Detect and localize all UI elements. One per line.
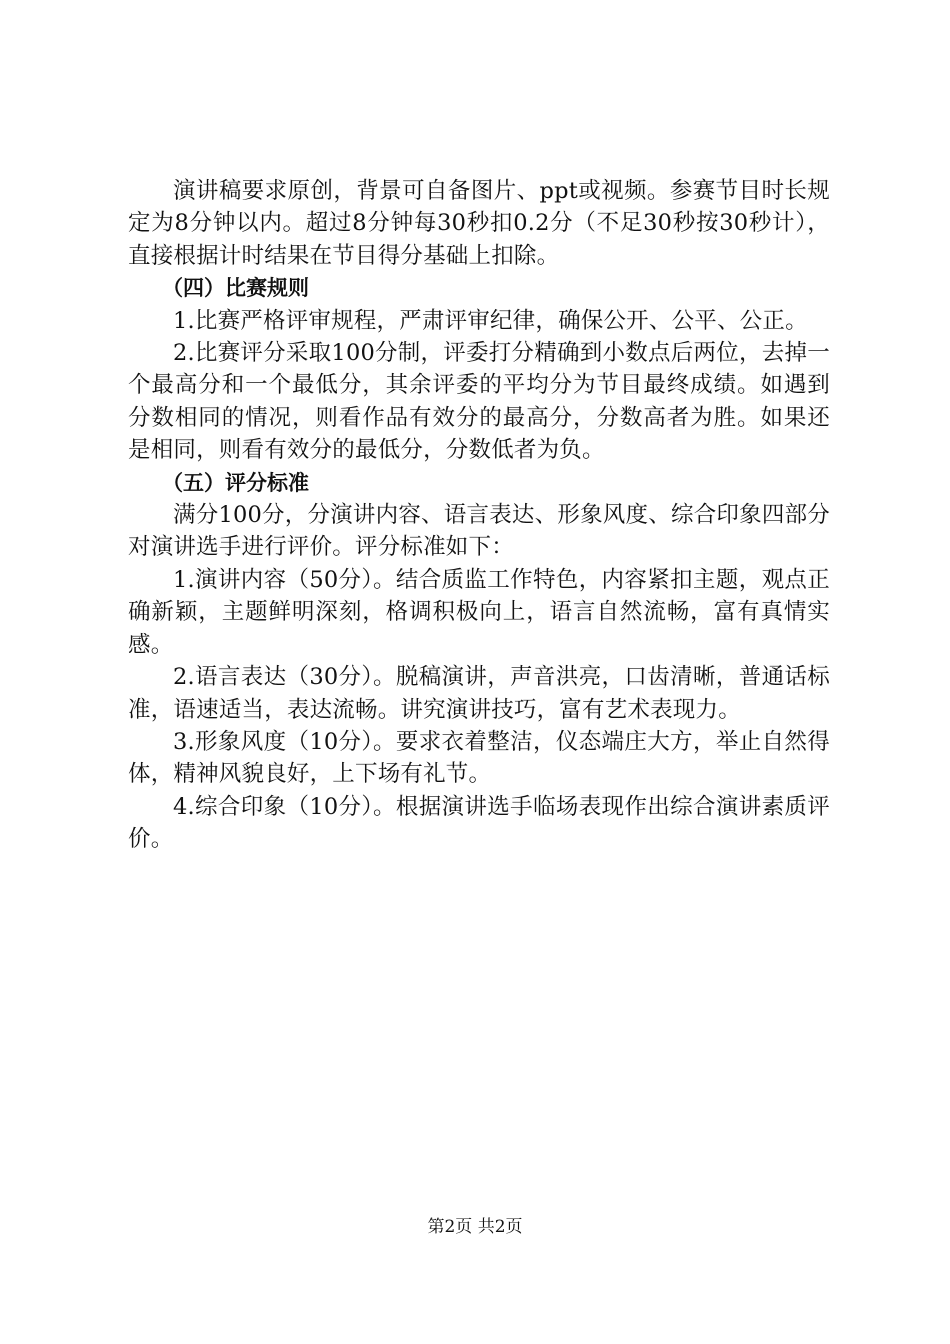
- criteria-item-content: 1.演讲内容（50分）。结合质监工作特色，内容紧扣主题，观点正确新颖，主题鲜明深刻，格调积极向上，语言自然流畅，富有真情实感。: [128, 566, 830, 658]
- criteria-item-impression: 4.综合印象（10分）。根据演讲选手临场表现作出综合演讲素质评价。: [128, 793, 830, 853]
- rule-item-1: 1.比赛严格评审规程，严肃评审纪律，确保公开、公平、公正。: [173, 307, 808, 334]
- section-heading-scoring-criteria: （五）评分标准: [162, 470, 309, 495]
- criteria-item-expression: 2.语言表达（30分）。脱稿演讲，声音洪亮，口齿清晰，普通话标准，语速适当，表达流畅。讲究演讲技巧，富有艺术表现力。: [128, 664, 830, 723]
- criteria-item-appearance: 3.形象风度（10分）。要求衣着整洁，仪态端庄大方，举止自然得体，精神风貌良好，上下场有礼节。: [128, 728, 830, 788]
- scoring-intro: 满分100分，分演讲内容、语言表达、形象风度、综合印象四部分对演讲选手进行评价。评分标准如下：: [128, 502, 830, 561]
- page-footer: [0, 1216, 950, 1238]
- rule-item-2: 2.比赛评分采取100分制，评委打分精确到小数点后两位，去掉一个最高分和一个最低分，其余评委的平均分为节目最终成绩。如遇到分数相同的情况，则看作品有效分的最高分，分数高者为胜。如果还是相同，则看有效分的最低分，分数低者为负。: [128, 340, 830, 464]
- document-body: [128, 175, 830, 856]
- paragraph-requirements: 演讲稿要求原创，背景可自备图片、ppt或视频。参赛节目时长规定为8分钟以内。超过8分钟每30秒扣0.2分（不足30秒按30秒计），直接根据计时结果在节目得分基础上扣除。: [128, 178, 830, 269]
- page-number: 第2页 共2页: [427, 1217, 523, 1237]
- section-heading-competition-rules: （四）比赛规则: [162, 276, 309, 301]
